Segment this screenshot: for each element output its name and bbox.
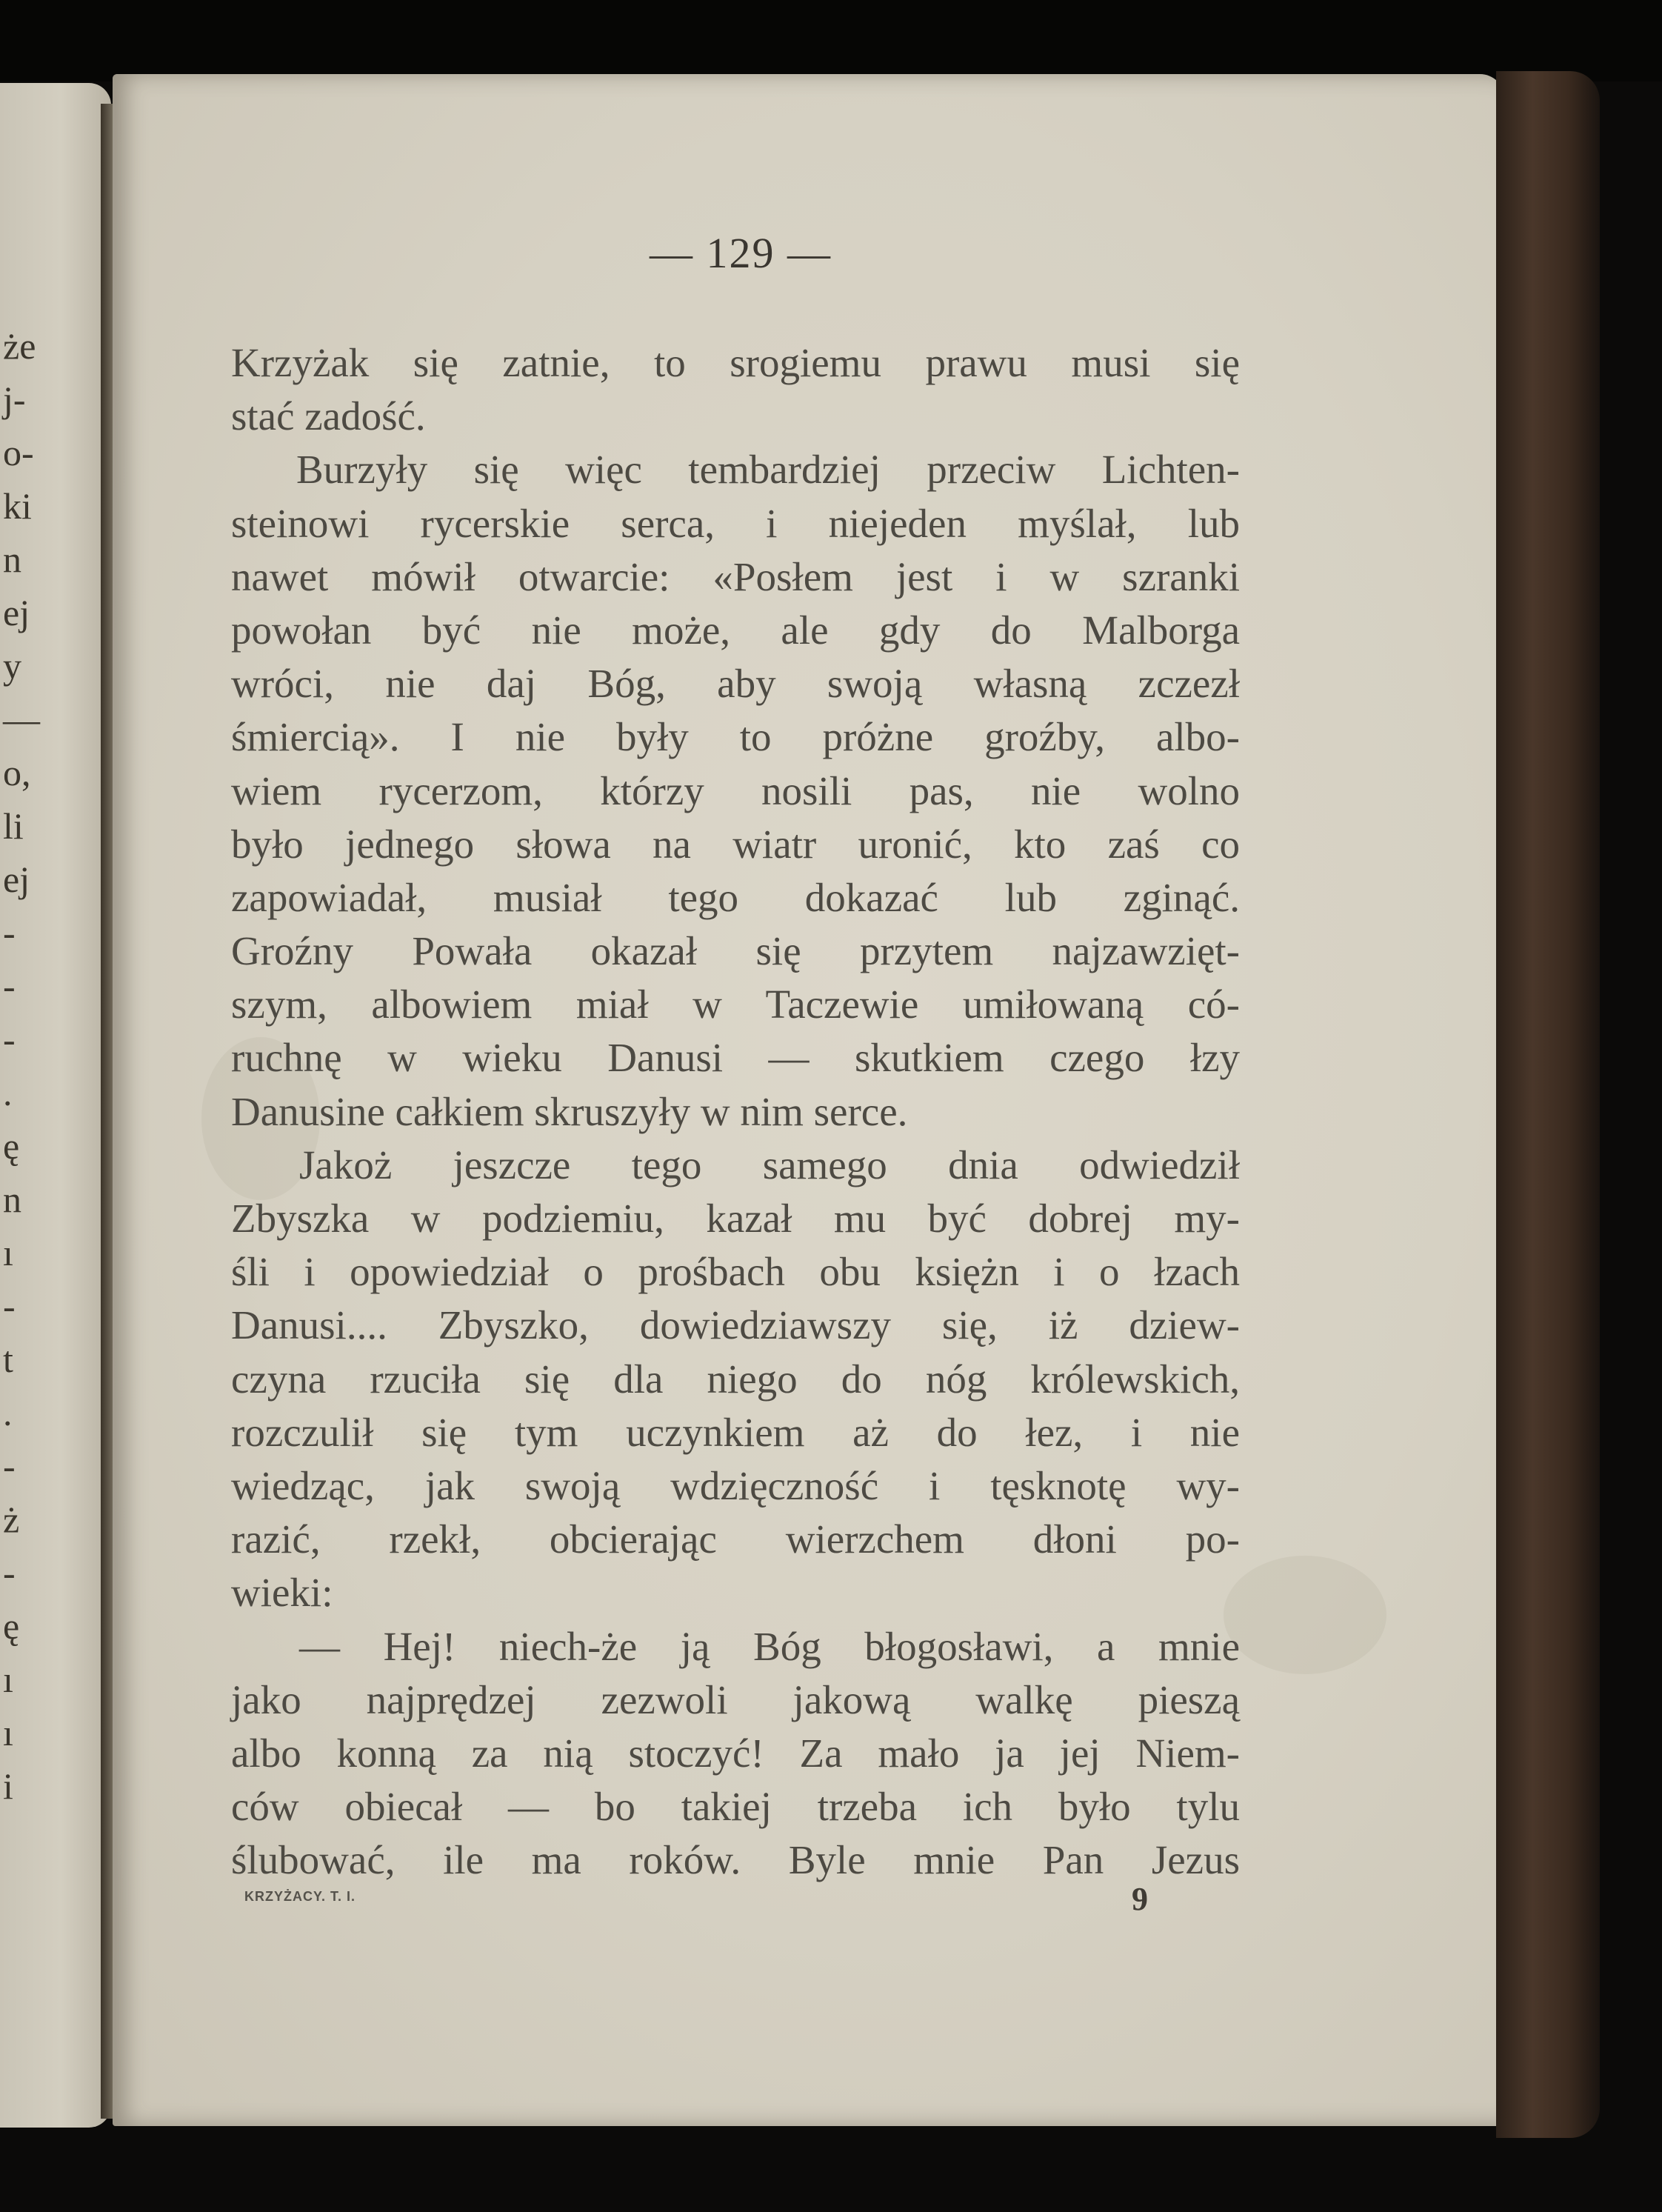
text-line: zapowiadał, musiał tego dokazać lub zginąć. (231, 874, 1240, 920)
paper-stain (1224, 1556, 1386, 1674)
left-page-fragment: ı (3, 1659, 13, 1700)
sheet-number: 9 (1132, 1881, 1148, 1917)
left-page-fragment: o- (3, 432, 34, 473)
text-line: ców obiecał — bo takiej trzeba ich było tylu (231, 1784, 1240, 1830)
text-line: było jednego słowa na wiatr uronić, kto zaś co (231, 821, 1240, 867)
text-line: rozczulił się tym uczynkiem aż do łez, i nie (231, 1409, 1240, 1455)
left-page-fragment: n (3, 1179, 21, 1220)
left-page-edge (0, 83, 111, 2128)
left-page-fragment: że (3, 325, 36, 367)
left-page-fragment: - (3, 1552, 16, 1593)
text-line: jako najprędzej zezwoli jakową walkę pieszą (231, 1676, 1240, 1722)
left-page-fragment: - (3, 1019, 16, 1060)
left-page-fragment: . (3, 1392, 13, 1433)
text-line: stać zadość. (231, 393, 426, 439)
text-line: Danusi.... Zbyszko, dowiedziawszy się, iż dziew- (231, 1302, 1240, 1348)
text-line: szym, albowiem miał w Taczewie umiłowaną có- (231, 982, 1240, 1027)
text-line: razić, rzekł, obcierając wierzchem dłoni po- (231, 1516, 1240, 1562)
left-page-fragment: ej (3, 592, 30, 633)
left-page-fragment: — (3, 699, 40, 740)
left-page-fragment: ı (3, 1232, 13, 1273)
left-page-fragment: ę (3, 1125, 20, 1167)
book-binding (1496, 71, 1600, 2138)
text-line: Burzyły się więc tembardziej przeciw Lichten- (296, 447, 1240, 493)
left-page-fragment: ę (3, 1605, 20, 1647)
left-page-fragment: n (3, 539, 21, 580)
text-line: śli i opowiedział o prośbach obu księżn i o łzach (231, 1249, 1240, 1295)
left-page-fragment: - (3, 912, 16, 953)
text-line: albo konną za nią stoczyć! Za mało ja jej Niem- (231, 1730, 1240, 1776)
left-page-fragment: j- (3, 379, 26, 420)
left-page-fragment: - (3, 1445, 16, 1487)
text-line: powołan być nie może, ale gdy do Malborga (231, 607, 1240, 653)
text-line: ślubować, ile ma roków. Byle mnie Pan Jezus (231, 1837, 1240, 1883)
left-page-text-fragments (0, 83, 111, 2128)
text-line: wróci, nie daj Bóg, aby swoją własną zczezł (231, 661, 1240, 707)
left-page-fragment: ki (3, 485, 32, 527)
left-page-fragment: - (3, 965, 16, 1007)
background-top (0, 0, 1662, 81)
text-line: czyna rzuciła się dla niego do nóg królewskich, (231, 1356, 1240, 1402)
text-line: nawet mówił otwarcie: «Posłem jest i w szranki (231, 553, 1240, 599)
text-line: Zbyszka w podziemiu, kazał mu być dobrej my- (231, 1196, 1240, 1241)
left-page-fragment: li (3, 805, 24, 847)
text-line: Jakoż jeszcze tego samego dnia odwiedził (299, 1142, 1240, 1187)
text-line: — Hej! niech-że ją Bóg błogosławi, a mnie (299, 1623, 1240, 1669)
text-line: wiedząc, jak swoją wdzięczność i tęsknotę wy- (231, 1462, 1240, 1508)
text-line: Groźny Powała okazał się przytem najzawzięt- (231, 928, 1240, 974)
left-page-fragment: - (3, 1285, 16, 1327)
left-page-fragment: i (3, 1765, 13, 1807)
text-line: ruchnę w wieku Danusi — skutkiem czego łzy (231, 1035, 1240, 1081)
page-number: — 129 — (650, 229, 832, 277)
text-line: śmiercią». I nie były to próżne groźby, albo- (231, 714, 1240, 760)
left-page-fragment: ı (3, 1712, 13, 1753)
text-line: Danusine całkiem skruszyły w nim serce. (231, 1088, 908, 1134)
left-page-fragment: t (3, 1339, 13, 1380)
text-line: Krzyżak się zatnie, to srogiemu prawu musi się (231, 340, 1240, 385)
left-page-fragment: . (3, 1072, 13, 1113)
body-text (231, 336, 1240, 1887)
left-page-fragment: y (3, 645, 21, 687)
printer-signature: KRZYŻACY. T. I. (244, 1889, 356, 1904)
left-page-fragment: ej (3, 859, 30, 900)
text-line: wieki: (231, 1570, 333, 1616)
text-line: steinowi rycerskie serca, i niejeden myślał, lub (231, 500, 1240, 546)
left-page-fragment: ż (3, 1499, 20, 1540)
left-page-fragment: o, (3, 752, 31, 793)
text-line: wiem rycerzom, którzy nosili pas, nie wolno (231, 767, 1240, 813)
